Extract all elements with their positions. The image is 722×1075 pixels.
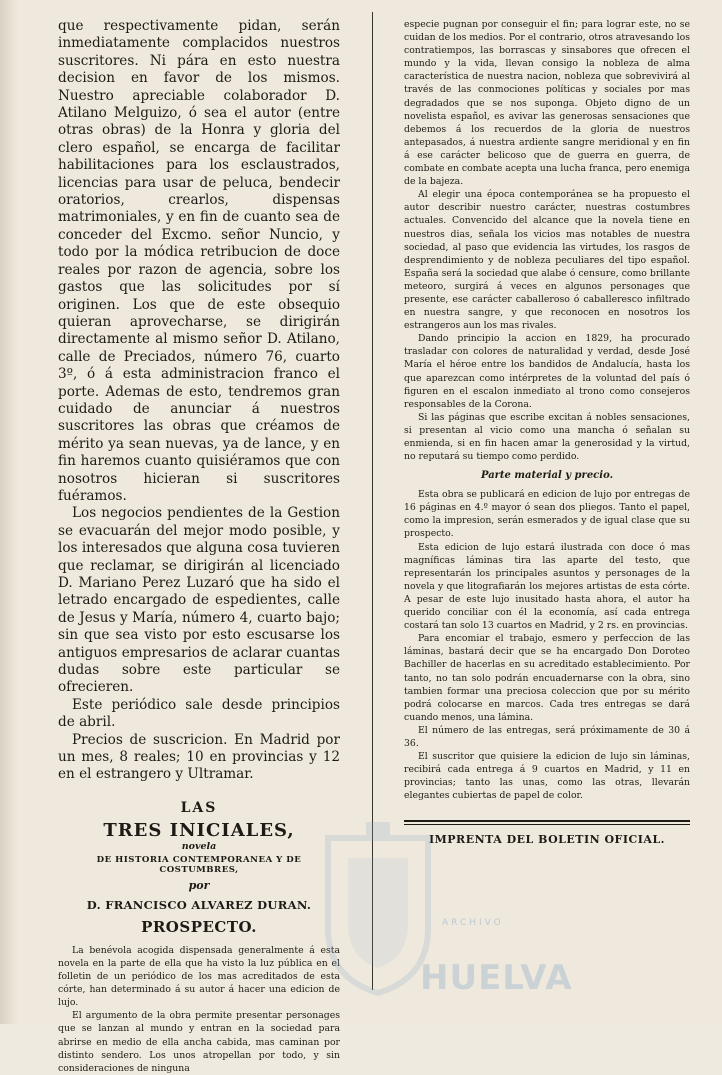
right-paragraph-4: Si las páginas que escribe excitan á nobles sensaciones, si presentan al vicio como una mancha ó señalan su enmienda, si en fin hacen amar la generosidad y la virtud, no reputará su tiempo como perdido. xyxy=(404,411,690,463)
heading-por: por xyxy=(188,878,210,892)
left-paragraph-1: que respectivamente pidan, serán inmediatamente complacidos nuestros suscritores. Ni pára en esto nuestra decision en favor de los mismos. Nuestro apreciable colaborador D. Atilano Melguizo, ó sea el autor (entre otras obras) de la Honra y gloria del clero español, se encarga de facilitar habilitaciones para los esclaustrados, licencias para usar de peluca, bendecir oratorios, crearlos, dispensas matrimoniales, y en fin de cuanto sea de conceder del Excmo. señor Nuncio, y todo por la módica retribucion de doce reales por razon de agencia, sobre los gastos que las solicitudes por sí originen. Los que de este obsequio quieran aprovecharse, se dirigirán directamente al mismo señor D. Atilano, calle de Preciados, número 76, cuarto 3º, ó á esta administracion franco el porte. Ademas de esto, tendremos gran cuidado de anunciar á nuestros suscritores las obras que créamos de mérito ya sean nuevas, ya de lance, y en fin haremos cuanto quisiéramos que con nosotros hicieran si suscritores fuéramos. xyxy=(58,18,340,504)
right-paragraph-3: Dando principio la accion en 1829, ha procurado trasladar con colores de naturalidad y verdad, desde José María el héroe entre los bandidos de Andalucía, hasta los que aparezcan como intérpretes de la voluntad del país ó figuren en el escalon inmediato al trono como consejeros responsables de la Corona. xyxy=(404,333,690,410)
left-paragraph-3: Este periódico sale desde principios de abril. xyxy=(58,696,340,731)
page-fold-shadow xyxy=(0,0,18,1024)
right-column xyxy=(404,18,690,846)
imprint-rule xyxy=(404,820,690,825)
heading-author: D. FRANCISCO ALVAREZ DURAN. xyxy=(86,897,312,912)
heading-las: LAS xyxy=(180,799,218,816)
imprint-line: IMPRENTA DEL BOLETIN OFICIAL. xyxy=(428,833,666,847)
right-paragraph-6: Esta edicion de lujo estará ilustrada con doce ó mas magníficas láminas tira las aparte del testo, que representarán los principales asuntos y personages de la novela y que litografiarán los mejores artistas de esta córte. A pesar de este lujo inusitado hasta ahora, el autor ha querido conciliar con él la economía, así cada entrega costará tan solo 13 cuartos en Madrid, y 2 rs. en provincias. xyxy=(404,541,690,632)
right-paragraph-9: El suscritor que quisiere la edicion de lujo sin láminas, recibirá cada entrega á 9 cuartos en Madrid, y 11 en provincias; tanto las unas, como las otras, llevarán elegantes cubiertas de papel de color. xyxy=(404,751,690,802)
section-subheading: Parte material y precio. xyxy=(480,470,614,482)
heading-prospecto: PROSPECTO. xyxy=(141,917,257,936)
heading-subtitle: DE HISTORIA CONTEMPORANEA Y DE COSTUMBRES, xyxy=(96,854,302,875)
heading-title: TRES INICIALES, xyxy=(103,819,295,841)
heading-novela: novela xyxy=(181,840,217,852)
left-paragraph-2: Los negocios pendientes de la Gestion se evacuarán del mejor modo posible, y los interesados que alguna cosa tuvieren que reclamar, se dirigirán al licenciado D. Mariano Perez Luzaró que ha sido el letrado encargado de espedientes, calle de Jesus y María, número 4, cuarto bajo; sin que sea visto por esto escusarse los antiguos empresarios de aclarar cuantas dudas sobre este particular se ofrecieren. xyxy=(58,505,340,696)
right-paragraph-1: especie pugnan por conseguir el fin; para lograr este, no se cuidan de los medios. Por el contrario, otros atravesando los contratiempos, las borrascas y sinsabores que ofrecen el mundo y la vida, llevan consigo la nobleza de alma característica de nuestra nacion, nobleza que sobrevivirá al través de las conmociones políticas y sociales por mas degradados que se nos suponga. Objeto digno de un novelista español, es avivar las generosas sensaciones que debemos á los recuerdos de la gloria de nuestros antepasados, á nuestra ardiente sangre meridional y en fin á ese carácter belicoso que de guerra en guerra, de combate en combate acepta una lucha franca, pero enemiga de la bajeza. xyxy=(404,19,690,188)
right-paragraph-8: El número de las entregas, será próximamente de 30 á 36. xyxy=(404,724,690,749)
watermark-label: ARCHIVO xyxy=(442,918,504,928)
left-column xyxy=(58,18,340,1075)
watermark-huelva: HUELVA xyxy=(420,958,573,998)
left-paragraph-6: El argumento de la obra permite presentar personages que se lanzan al mundo y entran en la sociedad para abrirse en medio de ella ancha cabida, mas caminan por distinto sendero. Los unos atropellan por todo, y sin consideraciones de ninguna xyxy=(58,1010,340,1074)
right-paragraph-5: Esta obra se publicará en edicion de lujo por entregas de 16 páginas en 4.º mayor ó sean dos pliegos. Tanto el papel, como la impresion, serán esmerados y de igual clase que su prospecto. xyxy=(404,489,690,540)
right-paragraph-7: Para encomiar el trabajo, esmero y perfeccion de las láminas, bastará decir que se ha encargado Don Doroteo Bachiller de hacerlas en su acreditado establecimiento. Por tanto, no tan solo podrán encuadernarse con la obra, sino tambien formar una preciosa coleccion que por su mérito podrá colocarse en marcos. Cada tres entregas se dará cuando menos, una lámina. xyxy=(404,633,690,723)
left-paragraph-4: Precios de suscricion. En Madrid por un mes, 8 reales; 10 en provincias y 12 en el estrangero y Ultramar. xyxy=(58,731,340,783)
left-paragraph-5: La benévola acogida dispensada generalmente á esta novela en la parte de ella que ha visto la luz pública en el folletin de un periódico de los mas acreditados de esta córte, han determinado á su autor á hacer una edicion de lujo. xyxy=(58,944,340,1009)
right-paragraph-2: Al elegir una época contemporánea se ha propuesto el autor describir nuestro carácter, nuestras costumbres actuales. Convencido del alcance que la novela tiene en nuestros dias, señala los vicios mas notables de nuestra sociedad, al paso que evidencia las virtudes, los rasgos de desprendimiento y de nobleza peculiares del tipo español. España será la sociedad que alabe ó censure, como brillante meteoro, surgirá á veces en algunos personages que presente, ese carácter caballeroso ó caballeresco infiltrado en nuestra sangre, y que reconocen en nosotros los estrangeros aun los mas rivales. xyxy=(404,189,690,332)
